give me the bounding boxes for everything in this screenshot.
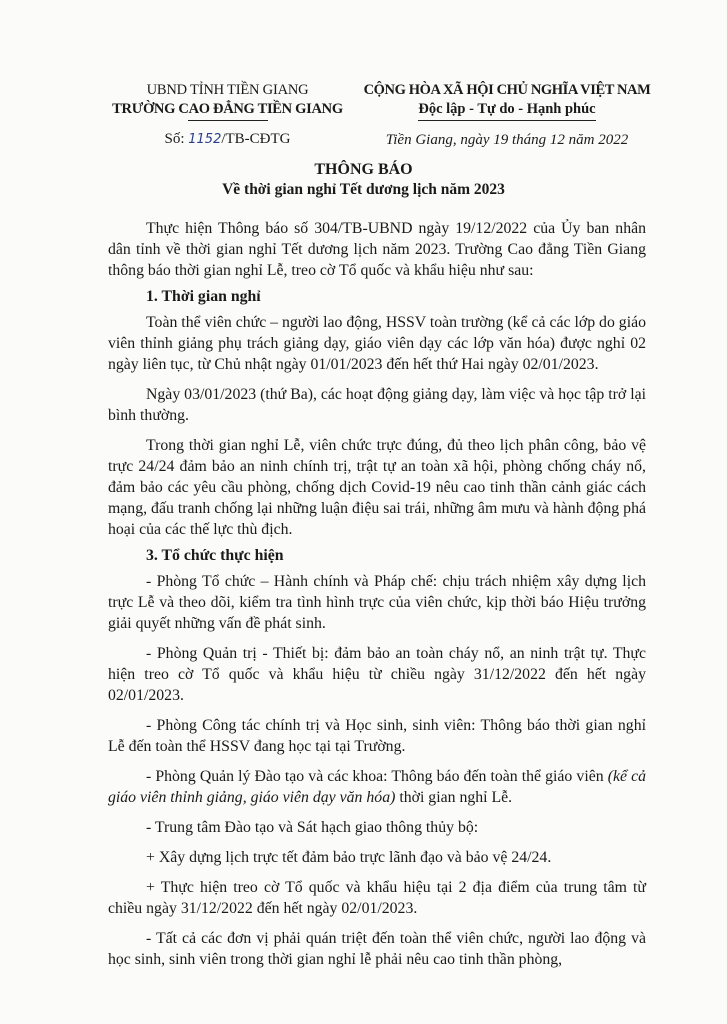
org-underline [188, 120, 268, 121]
issuing-organization [95, 81, 360, 149]
section-heading-1: 1. Thời gian nghỉ [146, 288, 261, 305]
handwritten-number: 1152 [188, 132, 222, 147]
number-prefix: Số: [164, 131, 189, 147]
intro-paragraph: Thực hiện Thông báo số 304/TB-UBND ngày 19/12/2022 của Ủy ban nhân dân tỉnh về thời gian nghỉ Tết dương lịch năm 2023. Trường Cao đẳng Tiền Giang thông báo thời gian nghỉ Lễ, treo cờ Tổ quốc và khẩu hiệu như sau: [108, 220, 646, 279]
p4-start: - Phòng Quản lý Đào tạo và các khoa: Thông báo đến toàn thể giáo viên [146, 768, 608, 785]
section-heading-3: 3. Tổ chức thực hiện [146, 547, 284, 564]
section3-paragraph-2: - Phòng Quản trị - Thiết bị: đảm bảo an toàn cháy nổ, an ninh trật tự. Thực hiện treo cờ Tổ quốc và khẩu hiệu từ chiều ngày 31/12/2022 đến hết ngày 02/01/2023. [108, 645, 646, 704]
org-name: TRƯỜNG CAO ĐẲNG TIỀN GIANG [112, 101, 343, 117]
document-body [108, 218, 646, 970]
section3-paragraph-5: - Trung tâm Đào tạo và Sát hạch giao thông thủy bộ: [146, 819, 479, 836]
nation-name: CỘNG HÒA XÃ HỘI CHỦ NGHĨA VIỆT NAM [363, 82, 651, 98]
document-number [95, 130, 360, 149]
section3-paragraph-6: + Xây dựng lịch trực tết đảm bảo trực lãnh đạo và bảo vệ 24/24. [146, 849, 552, 866]
number-suffix: /TB-CĐTG [221, 131, 291, 147]
p4-end: thời gian nghỉ Lễ. [395, 789, 513, 806]
document-date: Tiền Giang, ngày 19 tháng 12 năm 2022 [385, 132, 629, 148]
title-subject: Về thời gian nghỉ Tết dương lịch năm 2023 [222, 181, 505, 198]
p4-italic: (kể cả giáo viên thỉnh giảng, giáo viên dạy văn hóa) [108, 768, 646, 806]
document-title [0, 160, 727, 200]
section1-paragraph-1: Toàn thể viên chức – người lao động, HSSV toàn trường (kể cả các lớp do giáo viên thỉnh giảng phụ trách giảng dạy, giáo viên dạy các lớp văn hóa) được nghỉ 02 ngày liên tục, từ Chủ nhật ngày 01/01/2023 đến hết thứ Hai ngày 02/01/2023. [108, 314, 646, 373]
section3-paragraph-1: - Phòng Tổ chức – Hành chính và Pháp chế: chịu trách nhiệm xây dựng lịch trực Lễ và theo dõi, kiểm tra tình hình trực của viên chức, kịp thời báo Hiệu trưởng giải quyết những vấn đề phát sinh. [108, 573, 646, 632]
national-motto: Độc lập - Tự do - Hạnh phúc [418, 100, 595, 121]
title-type: THÔNG BÁO [314, 161, 413, 178]
section3-paragraph-4 [108, 766, 646, 808]
section1-paragraph-3: Trong thời gian nghỉ Lễ, viên chức trực đúng, đủ theo lịch phân công, bảo vệ trực 24/24 đảm bảo an ninh chính trị, trật tự an toàn xã hội, phòng chống cháy nổ, đảm bảo các yêu cầu phòng, chống dịch Covid-19 nêu cao tinh thần cảnh giác cách mạng, đấu tranh chống lại những luận điệu sai trái, những âm mưu và hành động phá hoại của các thế lực thù địch. [108, 437, 646, 538]
org-parent: UBND TỈNH TIỀN GIANG [146, 82, 309, 98]
section3-paragraph-3: - Phòng Công tác chính trị và Học sinh, sinh viên: Thông báo thời gian nghỉ Lễ đến toàn thể HSSV đang học tại tại Trường. [108, 717, 646, 755]
section3-paragraph-8: - Tất cả các đơn vị phải quán triệt đến toàn thể viên chức, người lao động và học sinh, sinh viên trong thời gian nghỉ lễ phải nêu cao tinh thần phòng, [108, 930, 646, 968]
section3-paragraph-7: + Thực hiện treo cờ Tổ quốc và khẩu hiệu tại 2 địa điểm của trung tâm từ chiều ngày 31/12/2022 đến hết ngày 02/01/2023. [108, 879, 646, 917]
national-header [362, 81, 652, 150]
section1-paragraph-2: Ngày 03/01/2023 (thứ Ba), các hoạt động giảng dạy, làm việc và học tập trở lại bình thường. [108, 386, 646, 424]
